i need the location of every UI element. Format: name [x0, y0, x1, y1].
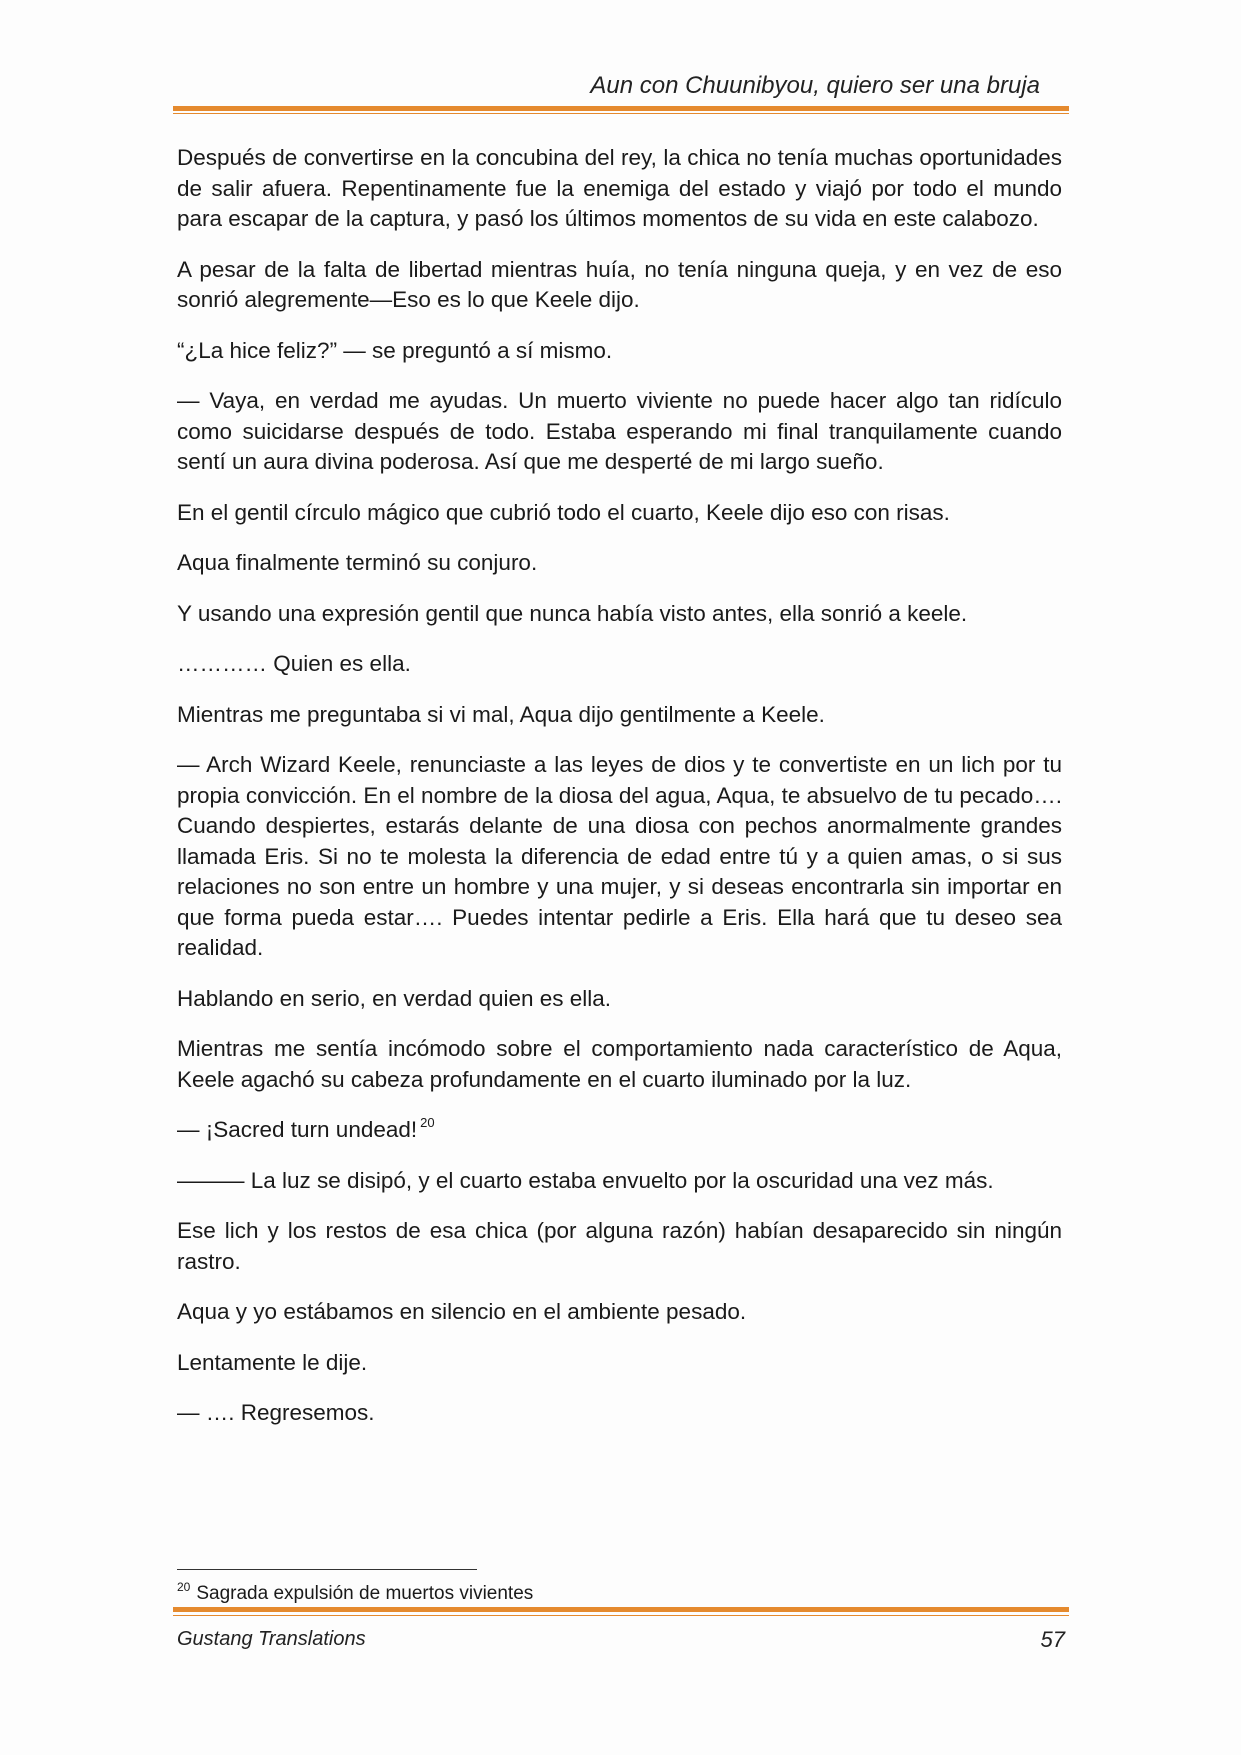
header-rule	[173, 106, 1069, 111]
paragraph: Mientras me preguntaba si vi mal, Aqua dijo gentilmente a Keele.	[177, 701, 825, 727]
footer-group-name: Gustang Translations	[177, 1628, 366, 1650]
paragraph: A pesar de la falta de libertad mientras huía, no tenía ninguna queja, y en vez de eso sonrió alegremente—Eso es lo que Keele dijo.	[177, 256, 1062, 312]
paragraph: Mientras me sentía incómodo sobre el comportamiento nada característico de Aqua, Keele agachó su cabeza profundamente en el cuarto iluminado por la luz.	[177, 1036, 1062, 1092]
paragraph: Aqua y yo estábamos en silencio en el ambiente pesado.	[177, 1299, 747, 1324]
paragraph: — Vaya, en verdad me ayudas. Un muerto viviente no puede hacer algo tan ridículo como suicidarse después de todo. Estaba esperando mi final tranquilamente cuando sentí un aura divina poderosa. Así que me desperté de mi largo sueño.	[177, 388, 1062, 474]
paragraph: Hablando en serio, en verdad quien es ella.	[177, 985, 612, 1011]
spell-line: — ¡Sacred turn undead!	[177, 1117, 418, 1142]
header-rule-thin	[173, 113, 1069, 114]
paragraph: Aqua finalmente terminó su conjuro.	[177, 550, 538, 575]
paragraph: Ese lich y los restos de esa chica (por alguna razón) habían desaparecido sin ningún rastro.	[177, 1218, 1062, 1274]
footnote-text: Sagrada expulsión de muertos vivientes	[196, 1583, 534, 1604]
paragraph: Lentamente le dije.	[177, 1349, 368, 1375]
footer-rule	[173, 1607, 1069, 1612]
page-number: 57	[1040, 1627, 1065, 1652]
footer-rule-thin	[173, 1615, 1069, 1616]
footnote-number: 20	[177, 1580, 191, 1594]
footnote-separator	[177, 1569, 477, 1570]
spell-paragraph	[177, 1115, 1062, 1146]
paragraph: — …. Regresemos.	[177, 1400, 375, 1425]
paragraph: Después de convertirse en la concubina del rey, la chica no tenía muchas oportunidades de salir afuera. Repentinamente fue la enemiga del estado y viajó por todo el mundo para escapar de la captura, y pasó los últimos momentos de su vida en este calabozo.	[177, 145, 1062, 231]
paragraph: En el gentil círculo mágico que cubrió todo el cuarto, Keele dijo eso con risas.	[177, 499, 950, 525]
paragraph: ——— La luz se disipó, y el cuarto estaba envuelto por la oscuridad una vez más.	[177, 1167, 994, 1193]
footnote	[177, 1580, 534, 1605]
paragraph: Y usando una expresión gentil que nunca había visto antes, ella sonrió a keele.	[177, 600, 968, 626]
paragraph: — Arch Wizard Keele, renunciaste a las leyes de dios y te convertiste en un lich por tu propia convicción. En el nombre de la diosa del agua, Aqua, te absuelvo de tu pecado…. Cuando despiertes, estarás delante de una diosa con pechos anormalmente grandes llamada Eris. Si no te molesta la diferencia de edad entre tú y a quien amas, o si sus relaciones no son entre un hombre y una mujer, y si deseas encontrarla sin importar en que forma pueda estar…. Puedes intentar pedirle a Eris. Ella hará que tu deseo sea realidad.	[177, 752, 1062, 960]
paragraph: “¿La hice feliz?” — se preguntó a sí mismo.	[177, 337, 613, 363]
page-body	[177, 143, 1062, 1429]
paragraph: ………… Quien es ella.	[177, 651, 411, 676]
footnote-reference: 20	[420, 1115, 435, 1130]
running-title: Aun con Chuunibyou, quiero ser una bruja	[590, 72, 1040, 99]
